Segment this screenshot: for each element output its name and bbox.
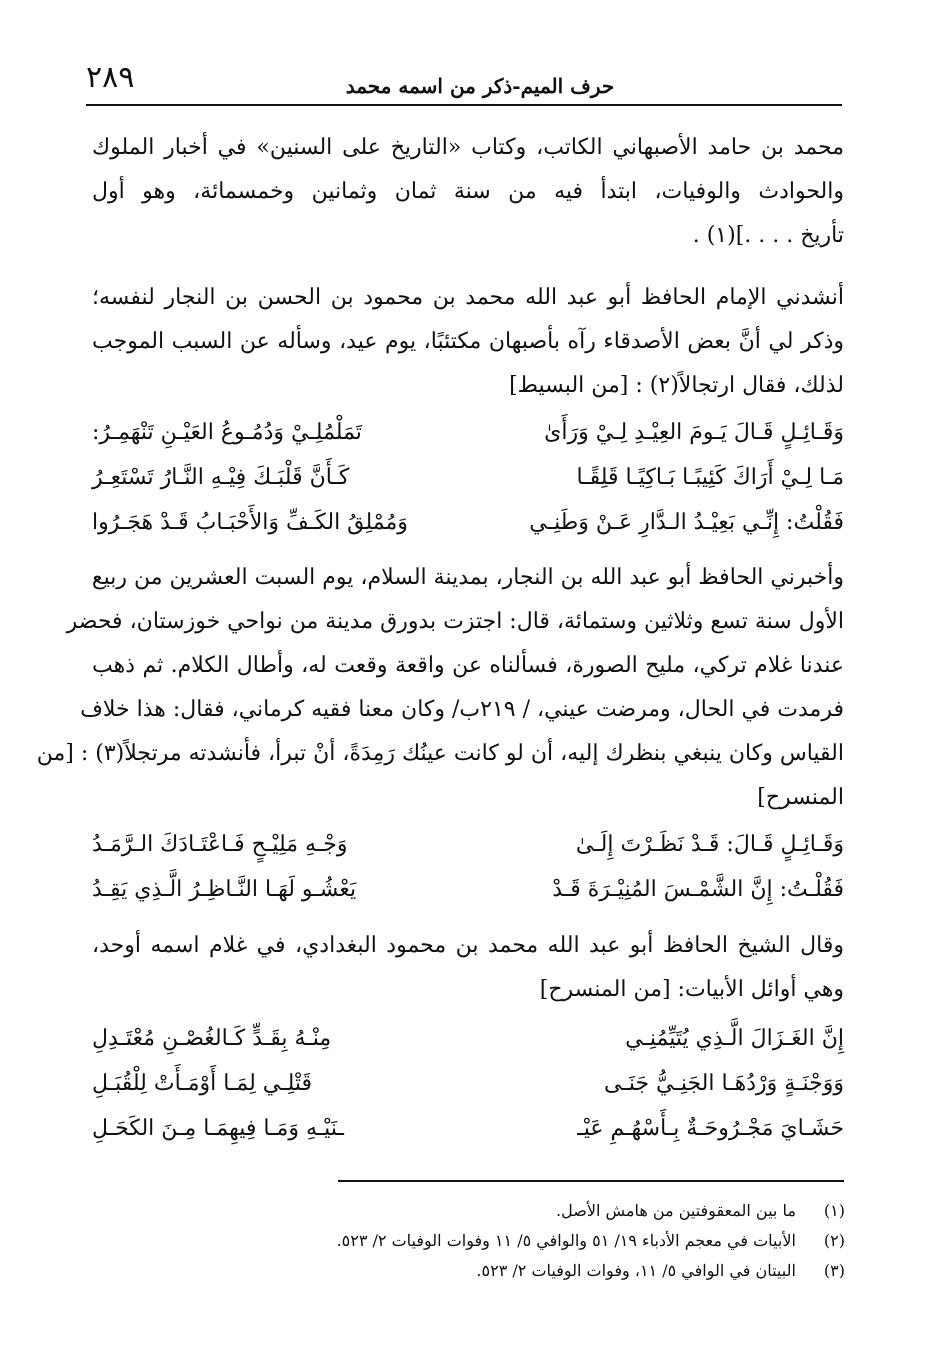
verse-second-hemistich: وَمُمْلِقُ الكَـفِّ وَالأَحْبَـابُ قَـدْ هَجَـرُوا bbox=[92, 510, 408, 535]
footnote-rule bbox=[338, 1180, 844, 1182]
paragraph-3 bbox=[36, 556, 844, 820]
verse-line bbox=[92, 1106, 844, 1151]
text-line: لذلك، فقال ارتجالاً(٢) : [من البسيط] bbox=[509, 373, 844, 398]
footnote-number: (٣) bbox=[823, 1261, 845, 1280]
verse-second-hemistich: تَمَلْمُلِـيْ وَدُمُـوعُ العَيْـنِ تَنْهَمِـرُ: bbox=[92, 420, 362, 445]
text-line: وقال الشيخ الحافظ أبو عبد الله محمد بن محمود البغدادي، في غلام اسمه أوحد، bbox=[92, 933, 844, 958]
text-line: تأريخ . . . .](١) . bbox=[692, 223, 844, 248]
paragraph-2 bbox=[92, 276, 844, 408]
verse-line bbox=[92, 410, 844, 455]
verse-second-hemistich: قَتْلِـي لِمَـا أَوْمَـأَتْ لِلْقُبَـلِ bbox=[92, 1071, 313, 1096]
footnote-number: (٢) bbox=[823, 1231, 845, 1250]
header-rule bbox=[86, 104, 842, 106]
verse-second-hemistich: كَـأَنَّ قَلْبَـكَ فِيْـهِ النَّـارُ تَسْتَعِـرُ bbox=[92, 465, 350, 490]
verse-first-hemistich: فَقُلْـتُ: إِنَّ الشَّمْـسَ المُنِيْـرَةَ قَـدْ bbox=[552, 877, 844, 902]
footnote bbox=[300, 1226, 845, 1256]
verse-first-hemistich: حَشَـايَ مَجْـرُوحَـةٌ بِـأَسْهُـمِ عَيْـ bbox=[577, 1116, 844, 1141]
footnotes bbox=[300, 1196, 845, 1286]
footnote-text: ما بين المعقوفتين من هامش الأصل. bbox=[556, 1201, 796, 1220]
poem-2 bbox=[92, 822, 844, 912]
verse-first-hemistich: وَقَـائِـلٍ قَـالَ يَـومَ العِيْـدِ لِـيْ وَرَأَىٰ bbox=[544, 420, 844, 445]
verse-first-hemistich: إِنَّ الغَـزَالَ الَّـذِي يُتَيِّمُنِـي bbox=[625, 1026, 844, 1051]
text-line: الأول سنة تسع وثلاثين وستمائة، قال: اجتزت بدورق مدينة من نواحي خوزستان، فحضر bbox=[66, 609, 844, 634]
text-line: وذكر لي أنَّ بعض الأصدقاء رآه بأصبهان مكتئبًا، يوم عيد، وسأله عن السبب الموجب bbox=[92, 329, 844, 354]
text-line: المنسرح] bbox=[757, 785, 844, 810]
footnote-text: الأبيات في معجم الأدباء ١٩/ ٥١ والوافي ٥/ ١١ وفوات الوفيات ٢/ ٥٢٣. bbox=[336, 1231, 796, 1250]
text-line: أنشدني الإمام الحافظ أبو عبد الله محمد بن محمود بن الحسن بن النجار لنفسه؛ bbox=[92, 285, 844, 310]
verse-line bbox=[92, 455, 844, 500]
footnote bbox=[300, 1196, 845, 1226]
verse-second-hemistich: وَجْـهِ مَلِيْـحٍ فَـاعْتَـادَكَ الـرَّمَـدُ bbox=[92, 832, 348, 857]
text-line: فرمدت في الحال، ومرضت عيني، / ٢١٩ب/ وكان معنا فقيه كرماني، فقال: هذا خلاف bbox=[80, 697, 844, 722]
verse-first-hemistich: وَقَـائِـلٍ قَـالَ: قَـدْ نَظَـرْتَ إِلَـىٰ bbox=[575, 832, 844, 857]
verse-line bbox=[92, 500, 844, 545]
verse-first-hemistich: وَوَجْنَـةٍ وَرْدُهَـا الجَنِـيُّ جَنَـى bbox=[604, 1071, 844, 1096]
text-line: القياس وكان ينبغي بنظرك إليه، أن لو كانت عينُك رَمِدَةً، أنْ تبرأ، فأنشدته مرتجلاً(٣) : [من bbox=[36, 741, 844, 766]
verse-second-hemistich: مِنْـهُ بِقَـدٍّ كَـالغُصْـنِ مُعْتَـدِلِ bbox=[92, 1026, 332, 1051]
footnote bbox=[300, 1256, 845, 1286]
text-line: عندنا غلام تركي، مليح الصورة، فسألناه عن واقعة وقعت له، وأطال الكلام. ثم ذهب bbox=[92, 653, 844, 678]
verse-second-hemistich: يَعْشُـو لَهَـا النَّـاظِـرُ الَّـذِي يَقِـدُ bbox=[92, 877, 357, 902]
running-head: حرف الميم-ذكر من اسمه محمد bbox=[345, 74, 615, 98]
text-line: محمد بن حامد الأصبهاني الكاتب، وكتاب «التاريخ على السنين» في أخبار الملوك bbox=[92, 135, 844, 160]
text-line: والحوادث والوفيات، ابتدأ فيه من سنة ثمان وثمانين وخمسمائة، وهو أول bbox=[92, 179, 844, 204]
text-line: وهي أوائل الأبيات: [من المنسرح] bbox=[539, 977, 844, 1002]
paragraph-1 bbox=[92, 126, 844, 258]
paragraph-4 bbox=[92, 924, 844, 1012]
footnote-text: البيتان في الوافي ٥/ ١١، وفوات الوفيات ٢/ ٥٢٣. bbox=[476, 1261, 796, 1280]
page-number: ٢٨٩ bbox=[86, 60, 135, 95]
text-line: وأخبرني الحافظ أبو عبد الله بن النجار، بمدينة السلام، يوم السبت العشرين من ربيع bbox=[91, 565, 844, 590]
verse-line bbox=[92, 867, 844, 912]
verse-second-hemistich: ـنَيْـهِ وَمَـا فِيهِمَـا مِـنَ الكَحَـلِ bbox=[92, 1116, 344, 1141]
verse-first-hemistich: فَقُلْتُ: إِنِّـي بَعِيْـدُ الـدَّارِ عَـنْ وَطَنِـي bbox=[529, 510, 844, 535]
verse-first-hemistich: مَـا لِـيْ أَرَاكَ كَئِيبًـا بَـاكِيًـا قَلِقًـا bbox=[576, 465, 844, 490]
verse-line bbox=[92, 1061, 844, 1106]
poem-3 bbox=[92, 1016, 844, 1151]
footnote-number: (١) bbox=[823, 1201, 845, 1220]
poem-1 bbox=[92, 410, 844, 545]
verse-line bbox=[92, 822, 844, 867]
verse-line bbox=[92, 1016, 844, 1061]
